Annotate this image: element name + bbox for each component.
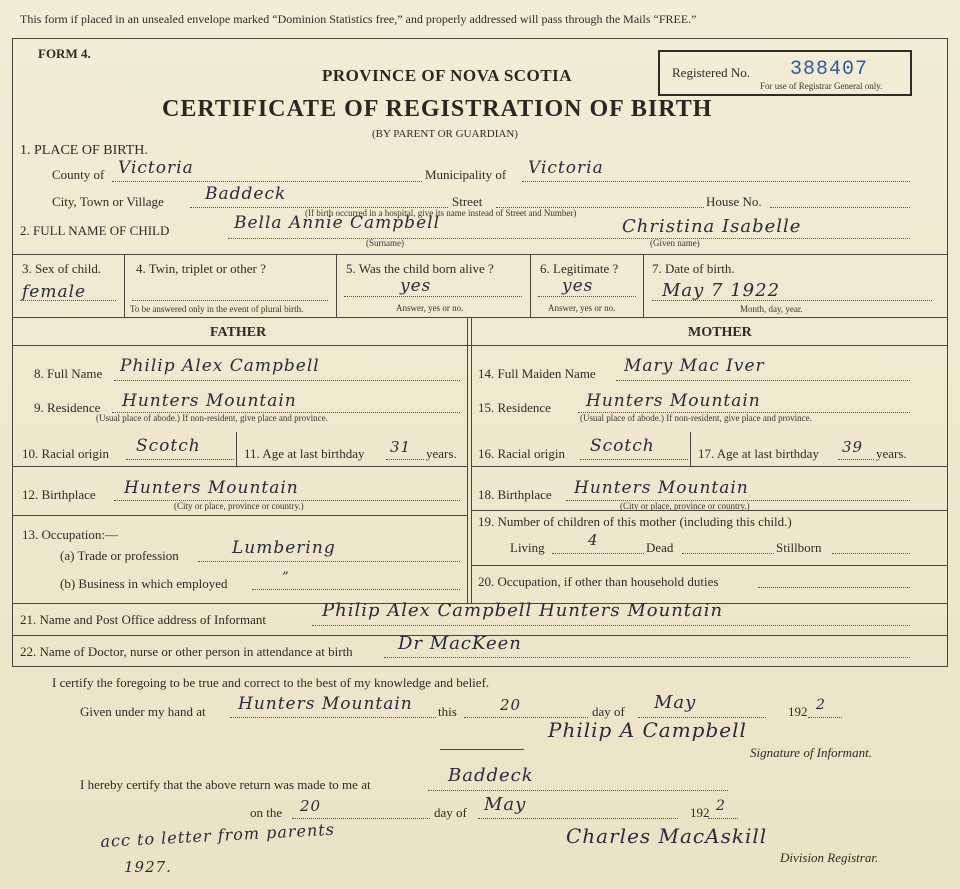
father-heading: FATHER <box>210 325 267 340</box>
frame-top <box>12 38 948 39</box>
registrar-use-note: For use of Registrar General only. <box>760 81 883 91</box>
stillborn-label: Stillborn <box>776 540 822 555</box>
living-label: Living <box>510 540 545 555</box>
father-res-value: Hunters Mountain <box>122 391 297 411</box>
day-of-label: day of <box>592 704 625 719</box>
certificate-title: CERTIFICATE OF REGISTRATION OF BIRTH <box>162 96 713 122</box>
on-the-label: on the <box>250 805 283 820</box>
return-month-value: May <box>484 794 527 815</box>
mother-years-label: years. <box>876 446 907 461</box>
stillborn-line <box>832 553 910 554</box>
given-at-label: Given under my hand at <box>80 704 206 719</box>
informant-value: Philip Alex Campbell Hunters Mountain <box>322 600 724 621</box>
sex-value: female <box>22 282 87 302</box>
parents-divider-left <box>467 317 468 603</box>
house-line <box>770 207 910 208</box>
return-day-line <box>292 818 430 819</box>
mother-age-line <box>838 459 874 460</box>
mother-row-rule <box>471 466 948 467</box>
registered-number: 388407 <box>790 58 869 81</box>
municipality-line <box>522 181 910 182</box>
alive-label: 5. Was the child born alive ? <box>346 261 494 276</box>
municipality-value: Victoria <box>528 158 604 178</box>
child-given-value: Christina Isabelle <box>622 216 802 237</box>
father-res-note: (Usual place of abode.) If non-resident, give place and province. <box>96 413 328 423</box>
mother-name-label: 14. Full Maiden Name <box>478 366 596 381</box>
return-day-of-label: day of <box>434 805 467 820</box>
mail-notice: This form if placed in an unsealed envelope marked “Dominion Statistics free,” and properly addressed will pass through the Mails “FREE.” <box>20 12 697 26</box>
father-business-label: (b) Business in which employed <box>60 576 228 591</box>
informant-line <box>312 625 910 626</box>
father-age-label: 11. Age at last birthday <box>244 446 365 461</box>
row3-div3 <box>530 254 531 317</box>
father-age-line <box>386 459 424 460</box>
doctor-line <box>384 657 910 658</box>
father-birth-label: 12. Birthplace <box>22 487 96 502</box>
mother-heading: MOTHER <box>688 325 752 340</box>
father-age-value: 31 <box>390 438 412 456</box>
mother-birth-label: 18. Birthplace <box>478 487 552 502</box>
registrar-signature: Charles MacAskill <box>566 824 768 848</box>
mother-res-label: 15. Residence <box>478 400 551 415</box>
living-value: 4 <box>588 531 599 549</box>
county-label: County of <box>52 167 105 182</box>
date-value: May 7 1922 <box>662 280 781 301</box>
registrar-label: Division Registrar. <box>780 850 879 865</box>
twin-line <box>132 300 328 301</box>
alive-line <box>344 296 522 297</box>
legit-note: Answer, yes or no. <box>548 303 616 313</box>
father-business-value: ” <box>282 570 290 585</box>
father-occ-label: 13. Occupation:— <box>22 527 119 542</box>
date-note: Month, day, year. <box>740 304 803 314</box>
return-place-value: Baddeck <box>448 765 534 786</box>
father-birth-note: (City or place, province or country.) <box>174 501 304 511</box>
mother-res-value: Hunters Mountain <box>586 391 761 411</box>
given-day-value: 20 <box>500 696 522 714</box>
twin-note: To be answered only in the event of plural birth. <box>130 304 304 314</box>
father-birth-value: Hunters Mountain <box>124 478 299 498</box>
parents-heading-rule <box>12 345 948 346</box>
child-name-line <box>228 238 910 239</box>
doctor-label: 22. Name of Doctor, nurse or other person in attendance at birth <box>20 644 353 659</box>
legit-line <box>538 296 636 297</box>
mother-name-line <box>616 380 910 381</box>
hospital-note: (If birth occurred in a hospital, give its name instead of Street and Number) <box>305 208 577 218</box>
mother-children-label: 19. Number of children of this mother (including this child.) <box>478 514 792 529</box>
return-year-prefix: 192 <box>690 805 710 820</box>
living-line <box>552 553 644 554</box>
place-section-label: 1. PLACE OF BIRTH. <box>20 143 148 158</box>
registration-box <box>658 50 912 96</box>
city-label: City, Town or Village <box>52 194 164 209</box>
return-month-line <box>478 818 678 819</box>
this-label: this <box>438 704 457 719</box>
street-label: Street <box>452 194 483 209</box>
certify-statement: I certify the foregoing to be true and correct to the best of my knowledge and belief. <box>52 675 490 690</box>
informant-signature: Philip A Campbell <box>548 718 747 742</box>
father-name-value: Philip Alex Campbell <box>120 356 320 376</box>
margin-note-line1: acc to letter from parents <box>100 819 336 851</box>
mother-occ-line <box>758 587 910 588</box>
dead-label: Dead <box>646 540 674 555</box>
date-label: 7. Date of birth. <box>652 261 735 276</box>
mother-age-label: 17. Age at last birthday <box>698 446 819 461</box>
parents-divider-right <box>471 317 472 603</box>
given-year-prefix: 192 <box>788 704 808 719</box>
alive-note: Answer, yes or no. <box>396 303 464 313</box>
row3-div4 <box>643 254 644 317</box>
given-note: (Given name) <box>650 238 700 248</box>
mother-children-rule <box>471 510 948 511</box>
sex-label: 3. Sex of child. <box>22 261 102 276</box>
row3-div1 <box>124 254 125 317</box>
father-res-label: 9. Residence <box>34 400 101 415</box>
return-label: I hereby certify that the above return was made to me at <box>80 777 371 792</box>
signature-short-line <box>440 749 524 750</box>
province-heading: PROVINCE OF NOVA SCOTIA <box>322 66 573 85</box>
doctor-value: Dr MacKeen <box>398 633 522 654</box>
given-year-digit: 2 <box>816 697 826 713</box>
twin-label: 4. Twin, triplet or other ? <box>136 261 266 276</box>
father-race-label: 10. Racial origin <box>22 446 110 461</box>
row3-div2 <box>336 254 337 317</box>
father-name-label: 8. Full Name <box>34 366 103 381</box>
dead-line <box>682 553 774 554</box>
given-place-value: Hunters Mountain <box>238 694 413 714</box>
given-year-line <box>808 717 842 718</box>
frame-right <box>947 38 948 666</box>
county-value: Victoria <box>118 158 194 178</box>
house-label: House No. <box>706 194 762 209</box>
mother-race-line <box>580 459 688 460</box>
father-race-divider <box>236 432 237 466</box>
county-line <box>112 181 422 182</box>
father-business-line <box>252 589 460 590</box>
form-number: FORM 4. <box>38 46 91 61</box>
mother-res-note: (Usual place of abode.) If non-resident, give place and province. <box>580 413 812 423</box>
mother-occ-label: 20. Occupation, if other than household duties <box>478 574 719 589</box>
certificate-subtitle: (BY PARENT OR GUARDIAN) <box>372 128 518 140</box>
sex-line <box>20 300 116 301</box>
legit-label: 6. Legitimate ? <box>540 261 619 276</box>
given-place-line <box>230 717 436 718</box>
father-race-line <box>126 459 234 460</box>
given-month-value: May <box>654 692 697 713</box>
mother-race-divider <box>690 432 691 466</box>
father-trade-line <box>198 561 460 562</box>
doctor-rule <box>12 666 948 667</box>
father-trade-label: (a) Trade or profession <box>60 548 179 563</box>
informant-label: 21. Name and Post Office address of Informant <box>20 612 266 627</box>
city-value: Baddeck <box>205 184 287 204</box>
mother-birth-note: (City or place, province or country.) <box>620 501 750 511</box>
frame-left <box>12 38 13 666</box>
mother-occ-rule <box>471 565 948 566</box>
return-year-line <box>708 818 738 819</box>
surname-note: (Surname) <box>366 238 404 248</box>
row3-bottom-rule <box>12 317 948 318</box>
father-trade-value: Lumbering <box>232 538 336 558</box>
mother-age-value: 39 <box>842 438 864 456</box>
registered-label: Registered No. <box>672 65 750 80</box>
mother-name-value: Mary Mac Iver <box>624 356 765 376</box>
father-name-line <box>114 380 460 381</box>
row3-top-rule <box>12 254 948 255</box>
return-day-value: 20 <box>300 797 322 815</box>
father-years-label: years. <box>426 446 457 461</box>
father-race-value: Scotch <box>136 436 201 456</box>
mother-race-label: 16. Racial origin <box>478 446 566 461</box>
child-name-label: 2. FULL NAME OF CHILD <box>20 223 170 238</box>
father-row-rule <box>12 466 467 467</box>
margin-note-line2: 1927. <box>124 858 172 876</box>
legit-value: yes <box>562 276 594 296</box>
alive-value: yes <box>400 276 432 296</box>
signature-label: Signature of Informant. <box>750 745 872 760</box>
mother-birth-value: Hunters Mountain <box>574 478 749 498</box>
mother-race-value: Scotch <box>590 436 655 456</box>
date-line <box>652 300 932 301</box>
municipality-label: Municipality of <box>425 167 507 182</box>
father-occ-rule <box>12 515 467 516</box>
return-year-digit: 2 <box>716 798 726 814</box>
child-surname-value: Bella Annie Campbell <box>234 213 441 233</box>
return-place-line <box>428 790 728 791</box>
